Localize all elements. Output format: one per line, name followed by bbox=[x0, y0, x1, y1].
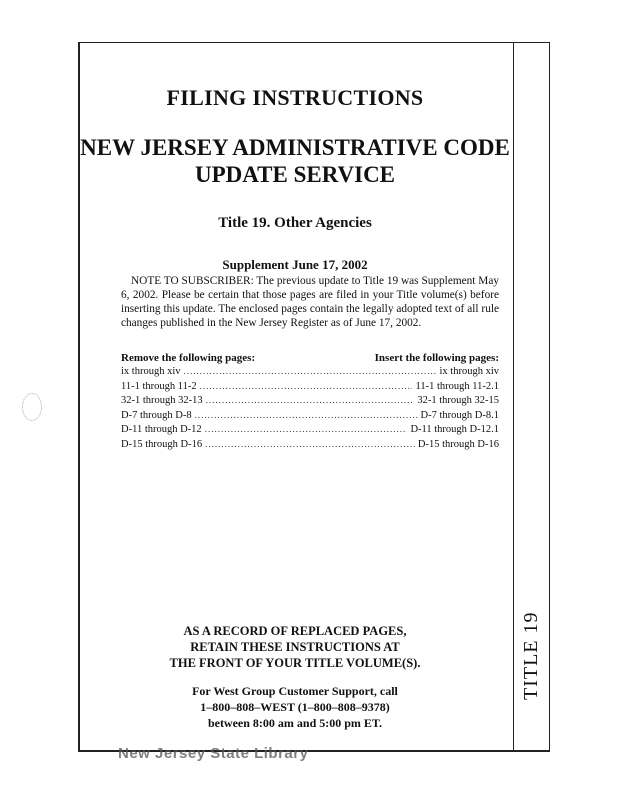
pages-row bbox=[121, 410, 499, 425]
insert-range: D-15 through D-16 bbox=[417, 438, 499, 450]
punch-hole-mark bbox=[22, 393, 42, 421]
insert-range: D-7 through D-8.1 bbox=[420, 409, 499, 421]
remove-pages-header: Remove the following pages: bbox=[121, 352, 256, 364]
filing-instructions-heading: FILING INSTRUCTIONS bbox=[166, 85, 424, 110]
record-line-1: AS A RECORD OF REPLACED PAGES, bbox=[183, 624, 407, 638]
remove-range: D-11 through D-12 bbox=[121, 424, 202, 435]
leader-dots bbox=[200, 381, 413, 391]
leader-dots bbox=[184, 366, 437, 376]
customer-support bbox=[150, 683, 440, 731]
supplement-date: Supplement June 17, 2002 bbox=[222, 257, 368, 272]
title-tab-label: TITLE 19 bbox=[520, 611, 542, 700]
tab-divider bbox=[513, 42, 514, 752]
record-notice bbox=[150, 623, 440, 671]
support-line-1: For West Group Customer Support, call bbox=[192, 684, 398, 698]
leader-dots bbox=[195, 410, 418, 420]
code-title-line-1: NEW JERSEY ADMINISTRATIVE CODE bbox=[80, 135, 510, 160]
pages-row bbox=[121, 381, 499, 396]
support-hours: between 8:00 am and 5:00 pm ET. bbox=[207, 716, 383, 730]
remove-range: 11-1 through 11-2 bbox=[121, 380, 197, 392]
pages-row bbox=[121, 439, 499, 454]
insert-pages-header: Insert the following pages: bbox=[374, 352, 499, 364]
support-phone: 1–800–808–WEST (1–800–808–9378) bbox=[200, 700, 390, 714]
leader-dots bbox=[206, 395, 415, 405]
insert-range: 32-1 through 32-15 bbox=[417, 395, 499, 406]
remove-range: D-7 through D-8 bbox=[121, 409, 192, 421]
code-title-line-2: UPDATE SERVICE bbox=[194, 162, 396, 187]
record-line-2: RETAIN THESE INSTRUCTIONS AT bbox=[190, 640, 400, 654]
library-stamp: New Jersey State Library bbox=[118, 745, 309, 762]
record-line-3: THE FRONT OF YOUR TITLE VOLUME(S). bbox=[169, 656, 421, 670]
leader-dots bbox=[205, 439, 415, 449]
insert-range: ix through xiv bbox=[439, 366, 499, 377]
remove-range: D-15 through D-16 bbox=[121, 438, 203, 450]
pages-table-header bbox=[121, 352, 499, 364]
remove-range: ix through xiv bbox=[121, 366, 181, 377]
note-lead: NOTE TO SUBSCRIBER: bbox=[131, 275, 254, 287]
pages-row bbox=[121, 424, 499, 439]
remove-range: 32-1 through 32-13 bbox=[121, 395, 203, 406]
insert-range: D-11 through D-12.1 bbox=[410, 424, 499, 435]
insert-range: 11-1 through 11-2.1 bbox=[415, 380, 499, 392]
code-title bbox=[80, 134, 510, 188]
pages-list bbox=[121, 366, 499, 453]
leader-dots bbox=[205, 424, 408, 434]
note-body: The previous update to Title 19 was Supplement May 6, 2002. Please be certain that those pages are filed in your Title volume(s) before inserting this update. The enclosed pages contain the legally adopted text of all rule changes published in the New Jersey Register as of June 17, 2002. bbox=[121, 275, 499, 329]
subscriber-note bbox=[121, 274, 499, 330]
title-name: Title 19. Other Agencies bbox=[218, 215, 372, 231]
pages-row bbox=[121, 366, 499, 381]
pages-row bbox=[121, 395, 499, 410]
